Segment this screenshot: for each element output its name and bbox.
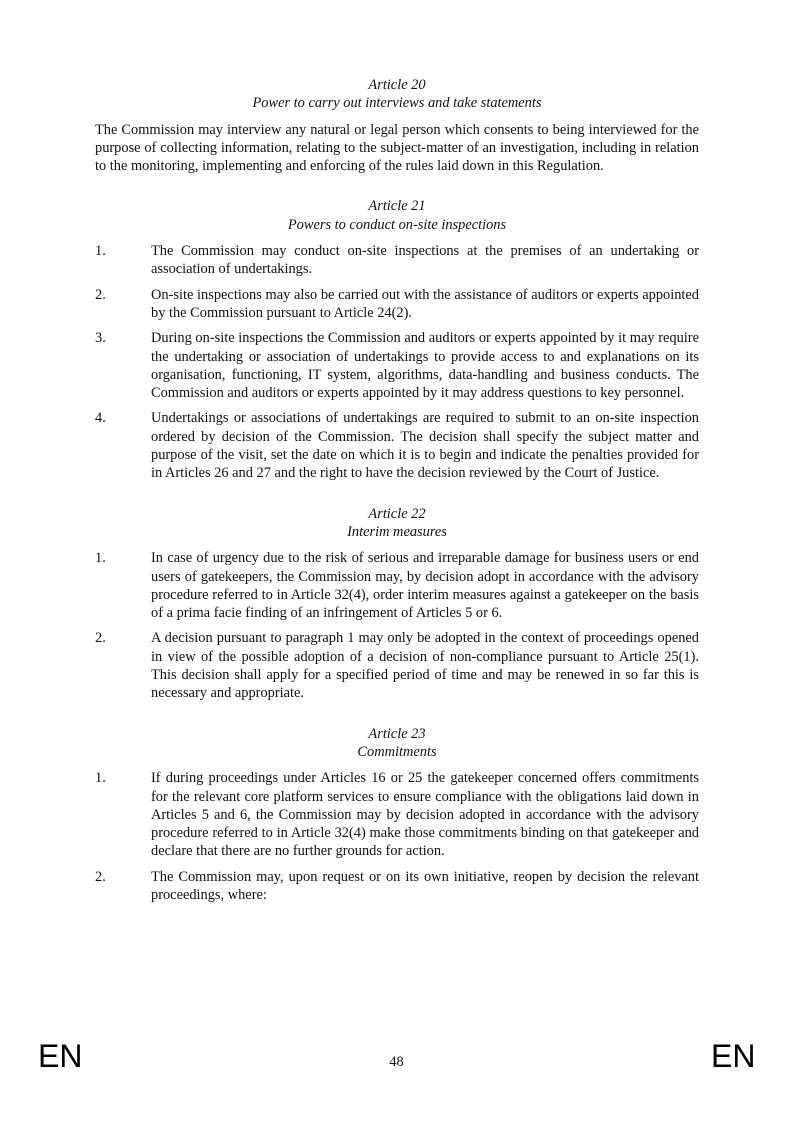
item-text: If during proceedings under Articles 16 or 25 the gatekeeper concerned offers commitments for the relevant core platform services to ensure compliance with the obligations laid down in Articles 5 and 6, the Commission may by decision adopted in accordance with the advisory procedure referred to in Article 32(4) make those commitments binding on that gatekeeper and declare that there are no further grounds for action. [151,770,699,860]
article-heading: Power to carry out interviews and take statements [252,95,542,112]
article-23 [95,725,699,905]
article-20 [95,76,699,175]
article-paragraph: The Commission may interview any natural or legal person which consents to being interviewed for the purpose of collecting information, relating to the subject-matter of an investigation, including in relation to the monitoring, implementing and enforcing of the rules laid down in this Regulation. [95,121,699,175]
list-item [95,549,699,622]
article-title: Article 22 [368,505,426,522]
item-text: Undertakings or associations of undertakings are required to submit to an on-site inspection ordered by decision of the Commission. The decision shall specify the subject matter and purpose of the visit, set the date on which it is to begin and indicate the penalties provided for in Articles 26 and 27 and the right to have the decision reviewed by the Court of Justice. [151,410,699,482]
article-21 [95,197,699,482]
list-item [95,629,699,702]
item-text: The Commission may, upon request or on its own initiative, reopen by decision the relevant proceedings, where: [151,868,699,903]
list-item [95,769,699,860]
item-number: 2. [95,286,106,303]
list-item [95,868,699,905]
list-item [95,286,699,323]
list-item [95,329,699,402]
item-number: 1. [95,243,106,260]
article-title: Article 21 [368,198,426,215]
item-number: 3. [95,330,106,347]
page-number: 48 [389,1054,404,1070]
item-text: The Commission may conduct on-site inspections at the premises of an undertaking or association of undertakings. [151,243,699,278]
item-number: 2. [95,868,106,885]
article-22 [95,505,699,703]
article-heading: Powers to conduct on-site inspections [287,216,507,233]
language-code-right: EN [711,1038,756,1074]
article-heading: Commitments [357,743,437,760]
item-number: 2. [95,630,106,647]
item-number: 4. [95,410,106,427]
article-title: Article 23 [368,725,426,742]
article-heading: Interim measures [347,523,447,540]
list-item [95,242,699,279]
item-text: On-site inspections may also be carried out with the assistance of auditors or experts appointed by the Commission pursuant to Article 24(2). [151,286,699,321]
item-text: In case of urgency due to the risk of serious and irreparable damage for business users or end users of gatekeepers, the Commission may, by decision adopt in accordance with the advisory procedure referred to in Article 32(4), order interim measures against a gatekeeper on the basis of a prima facie finding of an infringement of Articles 5 or 6. [151,550,699,622]
item-text: During on-site inspections the Commission and auditors or experts appointed by it may require the undertaking or association of undertakings to provide access to and explanations on its organisation, functioning, IT system, algorithms, data-handling and business conducts. The Commission and auditors or experts appointed by it may address questions to key personnel. [151,330,699,402]
item-number: 1. [95,550,106,567]
item-number: 1. [95,770,106,787]
language-code-left: EN [38,1038,83,1074]
page-content [95,76,699,926]
item-text: A decision pursuant to paragraph 1 may only be adopted in the context of proceedings opened in view of the possible adoption of a decision of non-compliance pursuant to Article 25(1). This decision shall apply for a specified period of time and may be renewed in so far this is necessary and appropriate. [151,630,699,702]
list-item [95,409,699,482]
article-title: Article 20 [368,77,426,93]
